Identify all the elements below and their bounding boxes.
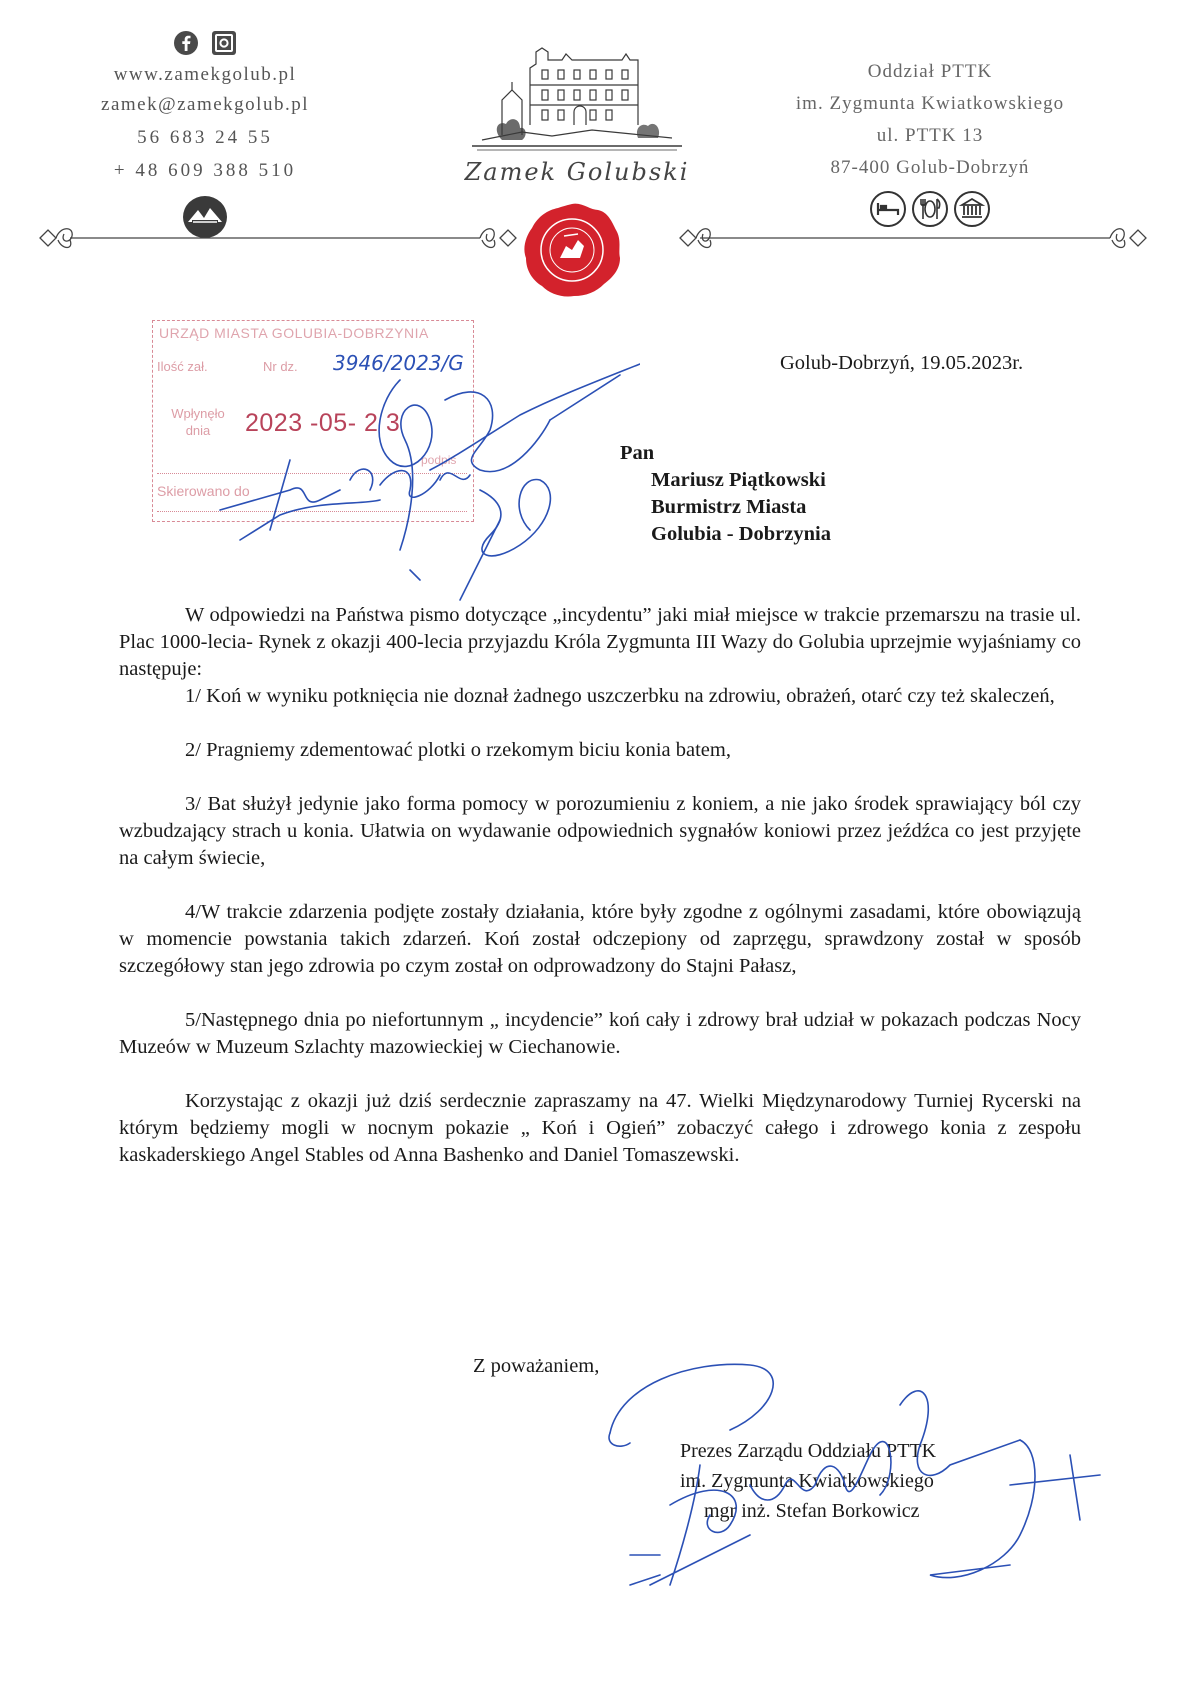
- intro-paragraph: W odpowiedzi na Państwa pismo dotyczące „incydentu” jaki miał miejsce w trakcie przemarszu na trasie ul. Plac 1000-lecia- Rynek z okazji 400-lecia przyjazdu Króla Zygmunta III Wazy do Golubia uprzejmie wyjaśniamy co następuje:: [119, 604, 1081, 680]
- letter-body: [119, 602, 1081, 1169]
- org-patron-line: im. Zygmunta Kwiatkowskiego: [795, 93, 1065, 114]
- website-text[interactable]: www.zamekgolub.pl: [113, 64, 297, 85]
- stamp-nr-label: Nr dz.: [263, 359, 298, 374]
- scroll-ornament-right: [1110, 229, 1146, 248]
- stamp-title: URZĄD MIASTA GOLUBIA-DOBRZYNIA: [159, 325, 429, 341]
- recipient-name: Mariusz Piątkowski: [651, 469, 826, 491]
- point-2: 2/ Pragniemy zdementować plotki o rzekomym biciu konia batem,: [185, 739, 731, 761]
- letterhead-left: [70, 30, 340, 245]
- closing-paragraph: Korzystając z okazji już dziś serdecznie zapraszamy na 47. Wielki Międzynarodowy Turniej Rycerski na którym będziemy mogli w nocnym pokazie „ Koń i Ogień” zobaczyć całego i zdrowego konia z zespołu kaskaderskiego Angel Stables od Anna Bashenko and Daniel Tomaszewski.: [119, 1090, 1081, 1166]
- stamp-sign-label: podpis: [421, 453, 457, 467]
- scroll-ornament-left: [40, 229, 72, 248]
- recipient-block: [620, 440, 831, 548]
- handwritten-annotation: [180, 340, 640, 620]
- social-icons: [70, 30, 340, 60]
- signature-org: im. Zygmunta Kwiatkowskiego: [680, 1470, 934, 1492]
- handwritten-signature: [600, 1355, 1120, 1615]
- stamp-received-label: Wpłynęło dnia: [171, 406, 225, 438]
- scroll-ornament-center-left: [480, 229, 516, 248]
- regards: Z poważaniem,: [473, 1355, 600, 1377]
- castle-name: Zamek Golubski: [464, 158, 690, 186]
- recipient-title: Burmistrz Miasta: [651, 496, 807, 518]
- place-date: Golub-Dobrzyń, 19.05.2023r.: [780, 352, 1024, 374]
- castle-icon: [462, 40, 692, 160]
- street-line: ul. PTTK 13: [876, 125, 984, 146]
- recipient-city: Golubia - Dobrzynia: [651, 523, 831, 545]
- stamp-date: 2023 -05- 2 3: [245, 409, 401, 437]
- point-4: 4/W trakcie zdarzenia podjęte zostały działania, które były zgodne z ogólnymi zasadami, które obowiązują w momencie powstania takich zdarzeń. Koń został odczepiony od zaprzęgu, sprawdzony został w sposób szczegółowy stan jego zdrowia po czym został on odprowadzony do Stajni Pałasz,: [119, 901, 1081, 977]
- facebook-icon[interactable]: [173, 30, 199, 56]
- phone-text: 56 683 24 55: [137, 127, 273, 148]
- point-1: 1/ Koń w wyniku potknięcia nie doznał żadnego uszczerbku na zdrowiu, obrażeń, otarć czy też skaleczeń,: [185, 685, 1055, 707]
- org-line: Oddział PTTK: [867, 61, 993, 82]
- recipient-salutation: Pan: [620, 442, 655, 464]
- ornament-divider: [0, 218, 1200, 258]
- stamp-nr-value: 3946/2023/G: [333, 351, 464, 375]
- email-text[interactable]: zamek@zamekgolub.pl: [101, 94, 309, 115]
- letterhead-right: [760, 56, 1100, 228]
- castle-logo: [462, 40, 692, 160]
- postal-line: 87-400 Golub-Dobrzyń: [830, 157, 1030, 178]
- stamp-attachments-label: Ilość zał.: [157, 359, 208, 374]
- point-5: 5/Następnego dnia po niefortunnym „ incydencie” koń cały i zdrowy brał udział w pokazach podczas Nocy Muzeów w Muzeum Szlachty mazowieckiej w Ciechanowie.: [119, 1009, 1081, 1058]
- point-3: 3/ Bat służył jedynie jako forma pomocy w porozumieniu z koniem, a nie jako środek sprawiający ból czy wzbudzający strach u konia. Ułatwia on wydawanie odpowiednich sygnałów koniowi przez jeźdźca co jest przyjęte na całym świecie,: [119, 793, 1081, 869]
- signature-name: mgr inż. Stefan Borkowicz: [704, 1500, 920, 1522]
- instagram-icon[interactable]: [211, 30, 237, 56]
- signature-role: Prezes Zarządu Oddziału PTTK: [680, 1440, 937, 1462]
- mobile-text: + 48 609 388 510: [113, 160, 297, 181]
- stamp-forwarded-label: Skierowano do: [157, 483, 250, 499]
